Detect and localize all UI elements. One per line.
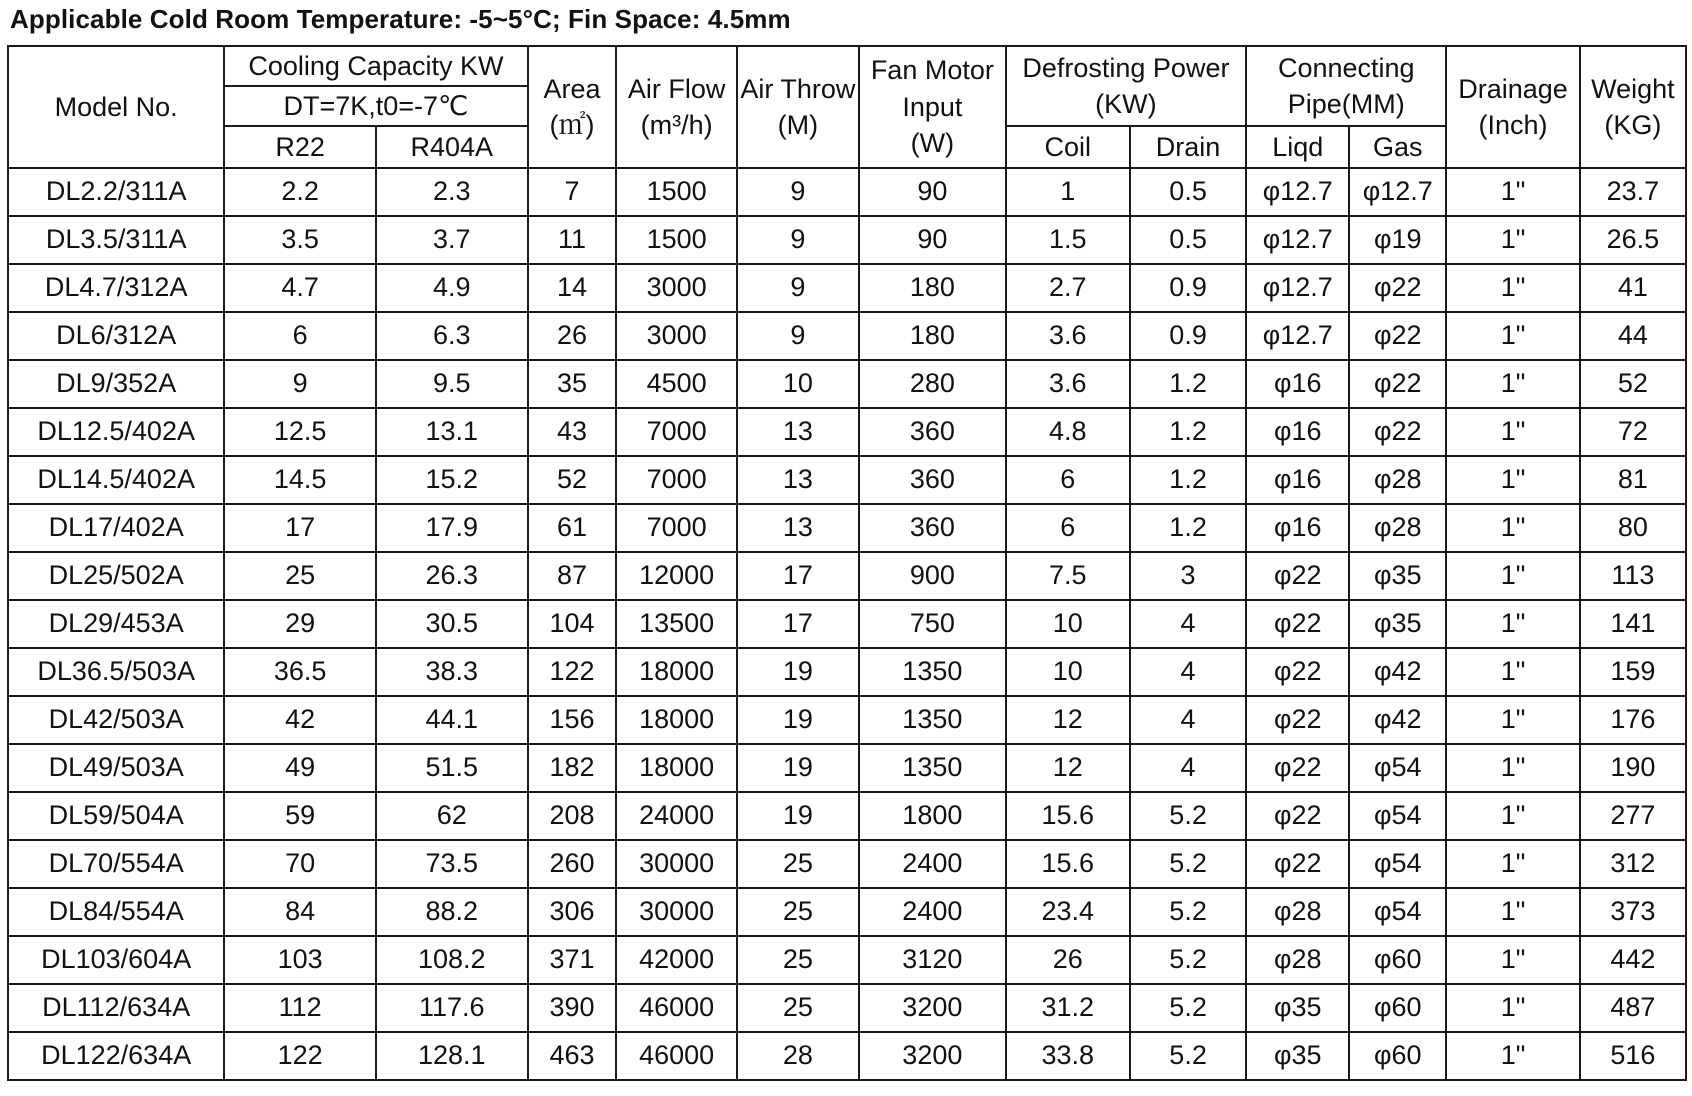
cell-r22: 103 <box>224 936 376 984</box>
cell-r22: 3.5 <box>224 216 376 264</box>
table-row <box>8 744 1686 792</box>
cell-gas: φ54 <box>1349 792 1446 840</box>
table-row <box>8 648 1686 696</box>
table-header <box>8 46 1686 168</box>
cell-air-throw: 25 <box>737 840 859 888</box>
header-area: Area (㎡) <box>528 46 617 168</box>
table-row <box>8 168 1686 216</box>
cell-drainage: 1" <box>1446 888 1579 936</box>
cell-drainage: 1" <box>1446 264 1579 312</box>
cell-model: DL25/502A <box>8 552 224 600</box>
cell-area: 260 <box>528 840 617 888</box>
cell-model: DL3.5/311A <box>8 216 224 264</box>
cell-air-flow: 18000 <box>616 744 736 792</box>
cell-air-throw: 9 <box>737 264 859 312</box>
cell-liqd: φ12.7 <box>1246 168 1349 216</box>
cell-r22: 122 <box>224 1032 376 1080</box>
cell-coil: 10 <box>1006 648 1130 696</box>
cell-weight: 277 <box>1580 792 1686 840</box>
cell-area: 182 <box>528 744 617 792</box>
cell-r22: 36.5 <box>224 648 376 696</box>
cell-r22: 4.7 <box>224 264 376 312</box>
cell-drainage: 1" <box>1446 216 1579 264</box>
cell-coil: 10 <box>1006 600 1130 648</box>
cell-weight: 373 <box>1580 888 1686 936</box>
cell-air-flow: 18000 <box>616 696 736 744</box>
cell-weight: 176 <box>1580 696 1686 744</box>
cell-r22: 9 <box>224 360 376 408</box>
cell-area: 14 <box>528 264 617 312</box>
cell-area: 61 <box>528 504 617 552</box>
cell-fan-input: 750 <box>859 600 1006 648</box>
cell-model: DL70/554A <box>8 840 224 888</box>
cell-area: 371 <box>528 936 617 984</box>
cell-drainage: 1" <box>1446 312 1579 360</box>
cell-air-throw: 13 <box>737 408 859 456</box>
table-row <box>8 216 1686 264</box>
cell-drain: 0.9 <box>1130 312 1246 360</box>
header-r404a: R404A <box>376 126 528 168</box>
cell-r22: 2.2 <box>224 168 376 216</box>
cell-air-flow: 13500 <box>616 600 736 648</box>
cell-air-flow: 1500 <box>616 168 736 216</box>
cell-gas: φ60 <box>1349 936 1446 984</box>
cell-weight: 52 <box>1580 360 1686 408</box>
cell-r22: 25 <box>224 552 376 600</box>
cell-drainage: 1" <box>1446 984 1579 1032</box>
cell-weight: 26.5 <box>1580 216 1686 264</box>
cell-area: 390 <box>528 984 617 1032</box>
cell-air-throw: 10 <box>737 360 859 408</box>
cell-drain: 4 <box>1130 600 1246 648</box>
header-r22: R22 <box>224 126 376 168</box>
cell-area: 306 <box>528 888 617 936</box>
cell-drain: 3 <box>1130 552 1246 600</box>
table-row <box>8 600 1686 648</box>
cell-r404a: 3.7 <box>376 216 528 264</box>
cell-air-throw: 17 <box>737 552 859 600</box>
cell-r404a: 117.6 <box>376 984 528 1032</box>
cell-air-throw: 19 <box>737 696 859 744</box>
cell-model: DL12.5/402A <box>8 408 224 456</box>
cell-fan-input: 360 <box>859 408 1006 456</box>
cell-air-flow: 30000 <box>616 840 736 888</box>
cell-weight: 41 <box>1580 264 1686 312</box>
cell-air-throw: 13 <box>737 456 859 504</box>
cell-liqd: φ28 <box>1246 936 1349 984</box>
cell-weight: 81 <box>1580 456 1686 504</box>
cell-liqd: φ22 <box>1246 744 1349 792</box>
cell-gas: φ42 <box>1349 696 1446 744</box>
cell-r404a: 9.5 <box>376 360 528 408</box>
cell-liqd: φ22 <box>1246 696 1349 744</box>
cell-r404a: 17.9 <box>376 504 528 552</box>
cell-weight: 442 <box>1580 936 1686 984</box>
cell-drain: 1.2 <box>1130 456 1246 504</box>
cell-coil: 12 <box>1006 696 1130 744</box>
cell-r22: 49 <box>224 744 376 792</box>
cell-drain: 4 <box>1130 744 1246 792</box>
cell-weight: 113 <box>1580 552 1686 600</box>
cell-drain: 5.2 <box>1130 1032 1246 1080</box>
header-fan-motor: Fan Motor Input (W) <box>859 46 1006 168</box>
cell-fan-input: 2400 <box>859 888 1006 936</box>
table-row <box>8 1032 1686 1080</box>
cell-fan-input: 2400 <box>859 840 1006 888</box>
cell-liqd: φ22 <box>1246 648 1349 696</box>
header-connecting-pipe: Connecting Pipe(MM) <box>1246 46 1446 126</box>
cell-drain: 5.2 <box>1130 888 1246 936</box>
cell-r22: 42 <box>224 696 376 744</box>
cell-r404a: 44.1 <box>376 696 528 744</box>
cell-gas: φ22 <box>1349 360 1446 408</box>
cell-r404a: 4.9 <box>376 264 528 312</box>
cell-model: DL6/312A <box>8 312 224 360</box>
cell-coil: 15.6 <box>1006 840 1130 888</box>
cell-r404a: 73.5 <box>376 840 528 888</box>
cell-liqd: φ16 <box>1246 456 1349 504</box>
cell-gas: φ19 <box>1349 216 1446 264</box>
cell-area: 208 <box>528 792 617 840</box>
cell-model: DL36.5/503A <box>8 648 224 696</box>
cell-model: DL49/503A <box>8 744 224 792</box>
cell-coil: 33.8 <box>1006 1032 1130 1080</box>
cell-coil: 1 <box>1006 168 1130 216</box>
cell-model: DL59/504A <box>8 792 224 840</box>
cell-coil: 23.4 <box>1006 888 1130 936</box>
cell-drain: 4 <box>1130 696 1246 744</box>
header-air-throw: Air Throw (M) <box>737 46 859 168</box>
table-row <box>8 840 1686 888</box>
cell-gas: φ35 <box>1349 600 1446 648</box>
cell-liqd: φ16 <box>1246 408 1349 456</box>
cell-air-flow: 3000 <box>616 312 736 360</box>
page-title: Applicable Cold Room Temperature: -5~5°C; Fin Space: 4.5mm <box>10 4 791 34</box>
cell-r22: 12.5 <box>224 408 376 456</box>
cell-air-flow: 7000 <box>616 456 736 504</box>
cell-fan-input: 1800 <box>859 792 1006 840</box>
cell-liqd: φ16 <box>1246 504 1349 552</box>
table-row <box>8 984 1686 1032</box>
header-gas: Gas <box>1349 126 1446 168</box>
cell-coil: 3.6 <box>1006 360 1130 408</box>
cell-weight: 141 <box>1580 600 1686 648</box>
cell-drain: 5.2 <box>1130 792 1246 840</box>
header-condition: DT=7K,t0=-7℃ <box>224 86 527 126</box>
cell-air-flow: 46000 <box>616 984 736 1032</box>
cell-weight: 312 <box>1580 840 1686 888</box>
cell-drain: 1.2 <box>1130 504 1246 552</box>
cell-liqd: φ35 <box>1246 984 1349 1032</box>
cell-fan-input: 900 <box>859 552 1006 600</box>
cell-model: DL112/634A <box>8 984 224 1032</box>
header-liqd: Liqd <box>1246 126 1349 168</box>
cell-air-flow: 30000 <box>616 888 736 936</box>
cell-model: DL42/503A <box>8 696 224 744</box>
cell-r22: 84 <box>224 888 376 936</box>
cell-drainage: 1" <box>1446 552 1579 600</box>
cell-air-throw: 19 <box>737 744 859 792</box>
cell-air-throw: 19 <box>737 792 859 840</box>
cell-drain: 0.5 <box>1130 216 1246 264</box>
cell-liqd: φ22 <box>1246 600 1349 648</box>
cell-gas: φ22 <box>1349 264 1446 312</box>
cell-r404a: 108.2 <box>376 936 528 984</box>
cell-weight: 516 <box>1580 1032 1686 1080</box>
cell-r404a: 2.3 <box>376 168 528 216</box>
cell-liqd: φ35 <box>1246 1032 1349 1080</box>
cell-gas: φ60 <box>1349 984 1446 1032</box>
cell-model: DL4.7/312A <box>8 264 224 312</box>
header-model: Model No. <box>8 46 224 168</box>
cell-r404a: 88.2 <box>376 888 528 936</box>
cell-r404a: 38.3 <box>376 648 528 696</box>
cell-air-flow: 1500 <box>616 216 736 264</box>
header-weight: Weight (KG) <box>1580 46 1686 168</box>
cell-liqd: φ22 <box>1246 552 1349 600</box>
cell-model: DL2.2/311A <box>8 168 224 216</box>
cell-drainage: 1" <box>1446 936 1579 984</box>
cell-area: 35 <box>528 360 617 408</box>
cell-drainage: 1" <box>1446 840 1579 888</box>
cell-fan-input: 180 <box>859 264 1006 312</box>
table-row <box>8 360 1686 408</box>
cell-area: 104 <box>528 600 617 648</box>
cell-r404a: 15.2 <box>376 456 528 504</box>
cell-model: DL122/634A <box>8 1032 224 1080</box>
cell-fan-input: 3200 <box>859 1032 1006 1080</box>
cell-r22: 14.5 <box>224 456 376 504</box>
cell-gas: φ60 <box>1349 1032 1446 1080</box>
cell-air-flow: 18000 <box>616 648 736 696</box>
cell-r22: 112 <box>224 984 376 1032</box>
cell-air-flow: 46000 <box>616 1032 736 1080</box>
cell-coil: 6 <box>1006 456 1130 504</box>
cell-air-throw: 25 <box>737 984 859 1032</box>
cell-air-flow: 24000 <box>616 792 736 840</box>
cell-liqd: φ16 <box>1246 360 1349 408</box>
cell-weight: 80 <box>1580 504 1686 552</box>
cell-drainage: 1" <box>1446 1032 1579 1080</box>
table-row <box>8 888 1686 936</box>
cell-coil: 7.5 <box>1006 552 1130 600</box>
cell-gas: φ54 <box>1349 888 1446 936</box>
cell-r404a: 62 <box>376 792 528 840</box>
cell-gas: φ35 <box>1349 552 1446 600</box>
table-body <box>8 168 1686 1080</box>
cell-r404a: 51.5 <box>376 744 528 792</box>
cell-air-throw: 9 <box>737 168 859 216</box>
cell-weight: 72 <box>1580 408 1686 456</box>
cell-gas: φ54 <box>1349 744 1446 792</box>
cell-area: 463 <box>528 1032 617 1080</box>
cell-gas: φ22 <box>1349 312 1446 360</box>
cell-r404a: 13.1 <box>376 408 528 456</box>
cell-drain: 0.9 <box>1130 264 1246 312</box>
cell-air-flow: 7000 <box>616 408 736 456</box>
table-row <box>8 936 1686 984</box>
cell-drain: 1.2 <box>1130 408 1246 456</box>
cell-drainage: 1" <box>1446 600 1579 648</box>
cell-r22: 70 <box>224 840 376 888</box>
cell-gas: φ22 <box>1349 408 1446 456</box>
cell-air-flow: 7000 <box>616 504 736 552</box>
cell-liqd: φ22 <box>1246 840 1349 888</box>
cell-drain: 5.2 <box>1130 984 1246 1032</box>
cell-air-throw: 25 <box>737 888 859 936</box>
header-air-flow: Air Flow (m³/h) <box>616 46 736 168</box>
cell-fan-input: 360 <box>859 456 1006 504</box>
cell-coil: 31.2 <box>1006 984 1130 1032</box>
cell-gas: φ42 <box>1349 648 1446 696</box>
cell-fan-input: 1350 <box>859 648 1006 696</box>
cell-r22: 17 <box>224 504 376 552</box>
cell-liqd: φ22 <box>1246 792 1349 840</box>
cell-drainage: 1" <box>1446 408 1579 456</box>
cell-drainage: 1" <box>1446 792 1579 840</box>
cell-area: 156 <box>528 696 617 744</box>
cell-drainage: 1" <box>1446 456 1579 504</box>
cell-fan-input: 90 <box>859 216 1006 264</box>
cell-drain: 1.2 <box>1130 360 1246 408</box>
cell-air-throw: 9 <box>737 216 859 264</box>
cell-liqd: φ28 <box>1246 888 1349 936</box>
cell-air-throw: 19 <box>737 648 859 696</box>
cell-area: 7 <box>528 168 617 216</box>
cell-fan-input: 90 <box>859 168 1006 216</box>
cell-r22: 6 <box>224 312 376 360</box>
cell-gas: φ12.7 <box>1349 168 1446 216</box>
cell-drain: 5.2 <box>1130 840 1246 888</box>
cell-area: 43 <box>528 408 617 456</box>
cell-fan-input: 360 <box>859 504 1006 552</box>
cell-model: DL29/453A <box>8 600 224 648</box>
cell-area: 26 <box>528 312 617 360</box>
cell-r404a: 26.3 <box>376 552 528 600</box>
table-row <box>8 552 1686 600</box>
header-coil: Coil <box>1006 126 1130 168</box>
cell-drainage: 1" <box>1446 696 1579 744</box>
cell-weight: 487 <box>1580 984 1686 1032</box>
cell-air-flow: 42000 <box>616 936 736 984</box>
cell-r22: 29 <box>224 600 376 648</box>
table-row <box>8 456 1686 504</box>
cell-fan-input: 3200 <box>859 984 1006 1032</box>
cell-fan-input: 280 <box>859 360 1006 408</box>
table-row <box>8 792 1686 840</box>
cell-drain: 4 <box>1130 648 1246 696</box>
cell-air-throw: 9 <box>737 312 859 360</box>
cell-fan-input: 3120 <box>859 936 1006 984</box>
cell-area: 122 <box>528 648 617 696</box>
cell-gas: φ28 <box>1349 504 1446 552</box>
header-drainage: Drainage (Inch) <box>1446 46 1579 168</box>
cell-air-throw: 13 <box>737 504 859 552</box>
cell-air-flow: 4500 <box>616 360 736 408</box>
cell-liqd: φ12.7 <box>1246 264 1349 312</box>
cell-coil: 26 <box>1006 936 1130 984</box>
cell-drain: 0.5 <box>1130 168 1246 216</box>
table-row <box>8 408 1686 456</box>
cell-gas: φ54 <box>1349 840 1446 888</box>
cell-drain: 5.2 <box>1130 936 1246 984</box>
header-defrosting-power: Defrosting Power (KW) <box>1006 46 1247 126</box>
cell-air-flow: 12000 <box>616 552 736 600</box>
header-cooling-capacity: Cooling Capacity KW <box>224 46 527 86</box>
cell-drainage: 1" <box>1446 168 1579 216</box>
cell-area: 87 <box>528 552 617 600</box>
cell-gas: φ28 <box>1349 456 1446 504</box>
cell-air-throw: 25 <box>737 936 859 984</box>
cell-r404a: 128.1 <box>376 1032 528 1080</box>
cell-weight: 190 <box>1580 744 1686 792</box>
table-row <box>8 504 1686 552</box>
cell-drainage: 1" <box>1446 648 1579 696</box>
cell-coil: 3.6 <box>1006 312 1130 360</box>
header-drain: Drain <box>1130 126 1246 168</box>
cell-model: DL84/554A <box>8 888 224 936</box>
cell-coil: 2.7 <box>1006 264 1130 312</box>
cell-air-flow: 3000 <box>616 264 736 312</box>
cell-coil: 1.5 <box>1006 216 1130 264</box>
cell-air-throw: 28 <box>737 1032 859 1080</box>
cell-weight: 44 <box>1580 312 1686 360</box>
cell-liqd: φ12.7 <box>1246 312 1349 360</box>
cell-drainage: 1" <box>1446 360 1579 408</box>
cell-model: DL17/402A <box>8 504 224 552</box>
cell-fan-input: 1350 <box>859 696 1006 744</box>
cell-coil: 4.8 <box>1006 408 1130 456</box>
cell-fan-input: 180 <box>859 312 1006 360</box>
table-row <box>8 264 1686 312</box>
cell-weight: 23.7 <box>1580 168 1686 216</box>
cell-drainage: 1" <box>1446 744 1579 792</box>
cell-area: 11 <box>528 216 617 264</box>
cell-fan-input: 1350 <box>859 744 1006 792</box>
cell-coil: 6 <box>1006 504 1130 552</box>
cell-liqd: φ12.7 <box>1246 216 1349 264</box>
cell-coil: 15.6 <box>1006 792 1130 840</box>
cell-r404a: 30.5 <box>376 600 528 648</box>
spec-table <box>7 45 1687 1081</box>
cell-model: DL14.5/402A <box>8 456 224 504</box>
table-row <box>8 312 1686 360</box>
cell-area: 52 <box>528 456 617 504</box>
cell-r404a: 6.3 <box>376 312 528 360</box>
table-row <box>8 696 1686 744</box>
cell-air-throw: 17 <box>737 600 859 648</box>
cell-coil: 12 <box>1006 744 1130 792</box>
cell-model: DL9/352A <box>8 360 224 408</box>
cell-weight: 159 <box>1580 648 1686 696</box>
cell-drainage: 1" <box>1446 504 1579 552</box>
cell-r22: 59 <box>224 792 376 840</box>
cell-model: DL103/604A <box>8 936 224 984</box>
